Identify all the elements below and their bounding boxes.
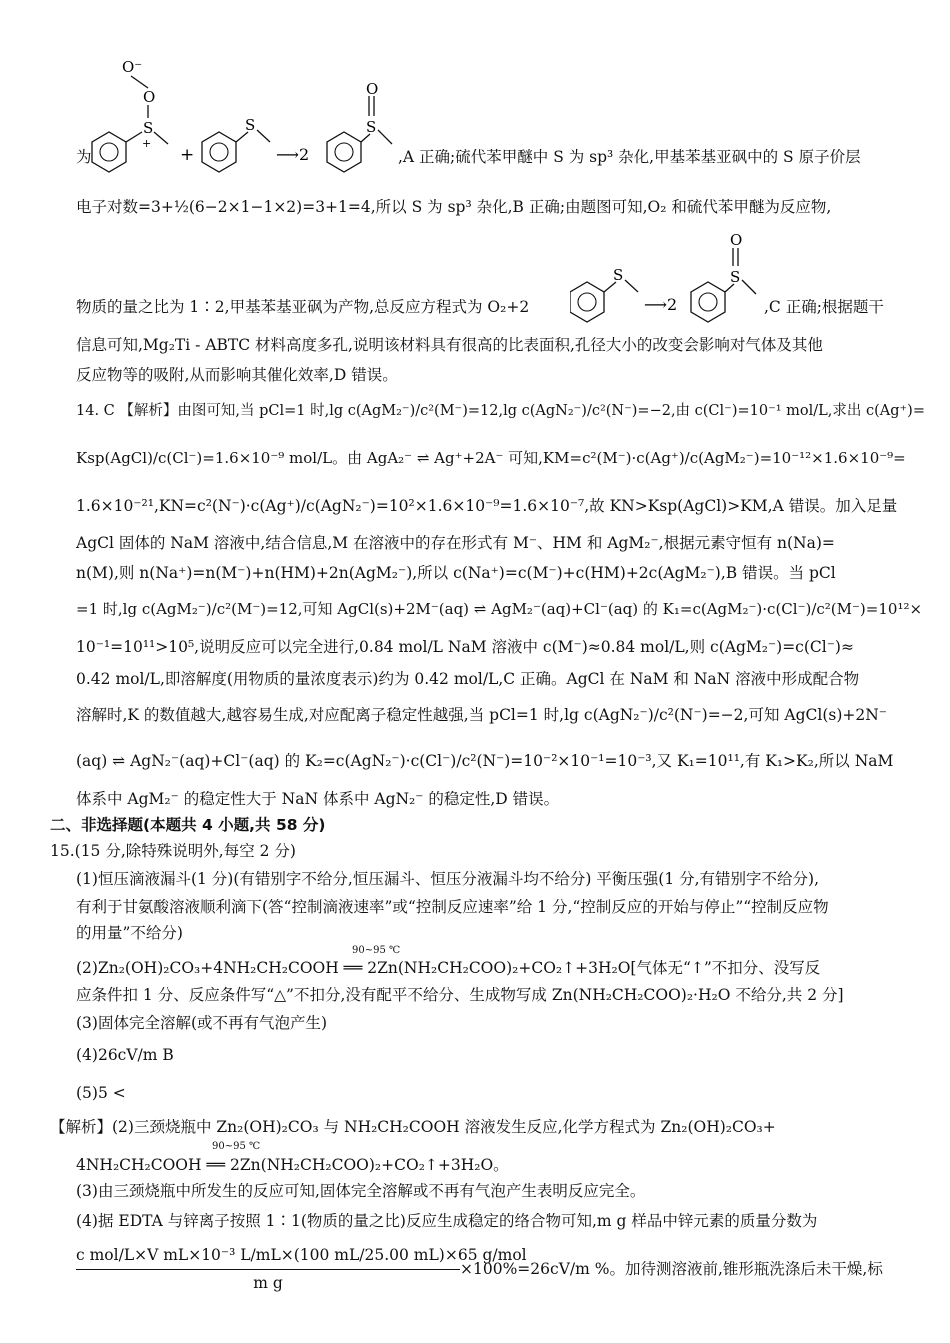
line-21: 的用量”不给分): [76, 924, 183, 942]
line-20: 有利于甘氨酸溶液顺利滴下(答“控制滴液速率”或“控制反应速率”给 1 分,“控制反应的开始与停止”“控制反应物: [76, 898, 829, 916]
line-25: (4)26cV/m B: [76, 1046, 174, 1064]
o-minus-label: O⁻: [122, 58, 143, 76]
line-3b: ,C 正确;根据题干: [764, 298, 884, 316]
reaction-condition-2: 90~95 ℃: [212, 1141, 261, 1152]
line-16: 体系中 AgM₂⁻ 的稳定性大于 NaN 体系中 AgN₂⁻ 的稳定性,D 错误。: [76, 790, 560, 808]
line-29: (3)由三颈烧瓶中所发生的反应可知,固体完全溶解或不再有气泡产生表明反应完全。: [76, 1182, 646, 1200]
formula-numerator: c mol/L×V mL×10⁻³ L/mL×(100 mL/25.00 mL)×65 g/mol: [76, 1246, 527, 1264]
plus-sign: +: [180, 145, 195, 165]
line-22: (2)Zn₂(OH)₂CO₃+4NH₂CH₂COOH ══ 2Zn(NH₂CH₂COO)₂+CO₂↑+3H₂O[气体无“↑”不扣分、没写反: [76, 959, 821, 977]
o-label-5: O: [730, 232, 743, 249]
line-10: n(M),则 n(Na⁺)=n(M⁻)+n(HM)+2n(AgM₂⁻),所以 c(Na⁺)=c(M⁻)+c(HM)+2c(AgM₂⁻),B 错误。当 pCl: [76, 564, 836, 582]
line-30: (4)据 EDTA 与锌离子按照 1∶1(物质的量之比)反应生成稳定的络合物可知,m g 样品中锌元素的质量分数为: [76, 1212, 818, 1230]
line-1a: 为: [76, 148, 92, 166]
line-13: 0.42 mol/L,即溶解度(用物质的量浓度表示)约为 0.42 mol/L,C 正确。AgCl 在 NaM 和 NaN 溶液中形成配合物: [76, 670, 860, 688]
line-7: Ksp(AgCl)/c(Cl⁻)=1.6×10⁻⁹ mol/L。由 AgA₂⁻ ⇌ Ag⁺+2A⁻ 可知,KM=c²(M⁻)·c(Ag⁺)/c(AgM₂⁻)=10⁻¹²×1.6×10⁻⁹=: [76, 449, 906, 467]
formula-denominator: m g: [253, 1274, 283, 1292]
s-plus-label: +: [142, 137, 152, 150]
line-6: 14. C 【解析】由图可知,当 pCl=1 时,lg c(AgM₂⁻)/c²(M⁻)=12,lg c(AgN₂⁻)/c²(N⁻)=−2,由 c(Cl⁻)=10⁻¹ mol/L,求出 c(Ag⁺)=: [76, 403, 925, 419]
line-2: 电子对数=3+½(6−2×1−1×2)=3+1=4,所以 S 为 sp³ 杂化,B 正确;由题图可知,O₂ 和硫代苯甲醚为反应物,: [76, 198, 832, 216]
line-14: 溶解时,K 的数值越大,越容易生成,对应配离子稳定性越强,当 pCl=1 时,lg c(AgN₂⁻)/c²(N⁻)=−2,可知 AgCl(s)+2N⁻: [76, 706, 887, 724]
reaction-arrow: ⟶2: [276, 145, 310, 164]
o-label: O: [143, 88, 156, 106]
section-heading: 二、非选择题(本题共 4 小题,共 58 分): [50, 816, 326, 834]
line-9: AgCl 固体的 NaM 溶液中,结合信息,M 在溶液中的存在形式有 M⁻、HM 和 AgM₂⁻,根据元素守恒有 n(Na)=: [76, 534, 835, 552]
benzene-ring-3: [327, 132, 361, 172]
line-27: 【解析】(2)三颈烧瓶中 Zn₂(OH)₂CO₃ 与 NH₂CH₂COOH 溶液发生反应,化学方程式为 Zn₂(OH)₂CO₃+: [50, 1118, 776, 1136]
line-24: (3)固体完全溶解(或不再有气泡产生): [76, 1014, 328, 1032]
line-5: 反应物等的吸附,从而影响其催化效率,D 错误。: [76, 366, 398, 384]
line-19: (1)恒压滴液漏斗(1 分)(有错别字不给分,恒压漏斗、恒压分液漏斗均不给分) 平衡压强(1 分,有错别字不给分),: [76, 870, 820, 888]
line-1b: ,A 正确;硫代苯甲醚中 S 为 sp³ 杂化,甲基苯基亚砜中的 S 原子价层: [398, 148, 861, 166]
line-23: 应条件扣 1 分、反应条件写“△”不扣分,没有配平不给分、生成物写成 Zn(NH₂CH₂COO)₂·H₂O 不给分,共 2 分]: [76, 986, 844, 1004]
line-26: (5)5 <: [76, 1084, 126, 1102]
line-12: 10⁻¹=10¹¹>10⁵,说明反应可以完全进行,0.84 mol/L NaM 溶液中 c(M⁻)≈0.84 mol/L,则 c(AgM₂⁻)=c(Cl⁻)≈: [76, 638, 854, 656]
line-3a: 物质的量之比为 1∶2,甲基苯基亚砜为产物,总反应方程式为 O₂+2: [76, 298, 530, 316]
s-label-2: S: [245, 116, 256, 134]
reaction-condition: 90~95 ℃: [352, 945, 401, 956]
reaction-arrow-2: ⟶2: [644, 295, 678, 314]
formula-fraction-bar: [76, 1269, 460, 1270]
s-label: S: [143, 119, 154, 137]
line-11: =1 时,lg c(AgM₂⁻)/c²(M⁻)=12,可知 AgCl(s)+2M⁻(aq) ⇌ AgM₂⁻(aq)+Cl⁻(aq) 的 K₁=c(AgM₂⁻)·c(Cl⁻)/c²(M⁻)=10¹²×: [76, 600, 923, 618]
formula-tail: ×100%=26cV/m %。加待测溶液前,锥形瓶洗涤后未干燥,标: [460, 1260, 883, 1278]
line-18: 15.(15 分,除特殊说明外,每空 2 分): [50, 842, 296, 860]
o-label-3: O: [366, 80, 379, 98]
line-28: 4NH₂CH₂COOH ══ 2Zn(NH₂CH₂COO)₂+CO₂↑+3H₂O。: [76, 1156, 509, 1174]
s-label-4: S: [613, 266, 624, 284]
reaction-scheme-top: [76, 50, 436, 180]
line-8: 1.6×10⁻²¹,KN=c²(N⁻)·c(Ag⁺)/c(AgN₂⁻)=10²×1.6×10⁻⁹=1.6×10⁻⁷,故 KN>Ksp(AgCl)>KM,A 错误。加入足量: [76, 497, 898, 515]
s-label-5: S: [730, 268, 741, 286]
line-4: 信息可知,Mg₂Ti - ABTC 材料高度多孔,说明该材料具有很高的比表面积,孔径大小的改变会影响对气体及其他: [76, 336, 823, 354]
s-label-3: S: [366, 118, 377, 136]
line-15: (aq) ⇌ AgN₂⁻(aq)+Cl⁻(aq) 的 K₂=c(AgN₂⁻)·c(Cl⁻)/c²(N⁻)=10⁻²×10⁻¹=10⁻³,又 K₁=10¹¹,有 K₁>K₂,所以 NaM: [76, 752, 894, 770]
benzene-ring-2: [202, 132, 236, 172]
